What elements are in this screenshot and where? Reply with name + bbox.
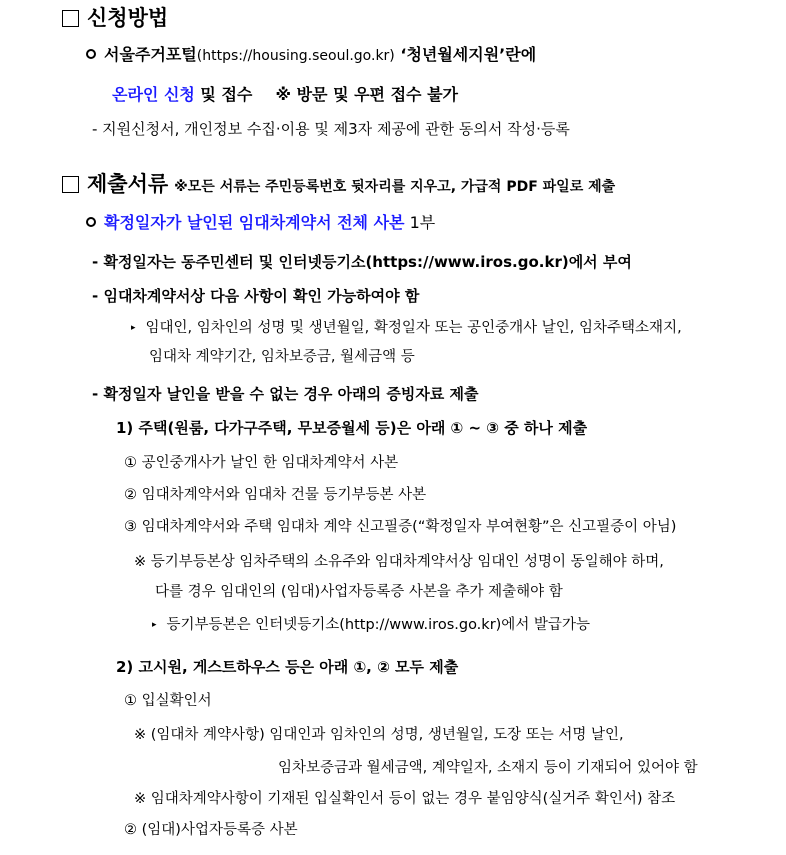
case1-title: 1) 주택(원룸, 다가구주택, 무보증월세 등)은 아래 ① ~ ③ 중 하나 제출 (116, 419, 588, 437)
checkbox-square-icon (62, 176, 79, 193)
contract-line (86, 214, 435, 232)
case1-note-2: 다를 경우 임대인의 (임대)사업자등록증 사본을 추가 제출해야 함 (155, 584, 563, 600)
case2-note-2: ※ 임대차계약사항이 기재된 입실확인서 등이 없는 경우 붙임양식(실거주 확인서) 참조 (134, 791, 676, 807)
requirements-text-1: 임대인, 임차인의 성명 및 생년월일, 확정일자 또는 공인중개사 날인, 임차주택소재지, (145, 320, 682, 336)
circle-bullet-icon (86, 217, 96, 227)
section-heading-documents (62, 172, 615, 196)
online-application-text: 온라인 신청 (112, 85, 195, 104)
section-heading-application (62, 6, 168, 30)
case1-note-bullet (152, 617, 590, 634)
case2-item-1: ① 입실확인서 (124, 693, 212, 709)
application-method-line (86, 46, 536, 64)
documents-note: ※모든 서류는 주민등록번호 뒷자리를 지우고, 가급적 PDF 파일로 제출 (174, 179, 616, 195)
fixed-date-note: - 확정일자는 동주민센터 및 인터넷등기소(https://www.iros.go.kr)에서 부여 (92, 253, 632, 271)
portal-name: 서울주거포털 (104, 45, 197, 64)
case1-item-1: ① 공인중개사가 날인 한 임대차계약서 사본 (124, 455, 399, 471)
case2-note-1b: 임차보증금과 월세금액, 계약일자, 소재지 등이 기재되어 있어야 함 (278, 760, 698, 776)
alternative-evidence-note: - 확정일자 날인을 받을 수 없는 경우 아래의 증빙자료 제출 (92, 385, 479, 403)
case2-title: 2) 고시원, 게스트하우스 등은 아래 ①, ② 모두 제출 (116, 658, 459, 676)
contract-title: 확정일자가 날인된 임대차계약서 전체 사본 (104, 213, 405, 232)
case2-note-1a: ※ (임대차 계약사항) 임대인과 임차인의 성명, 생년월일, 도장 또는 서명 날인, (134, 727, 624, 743)
portal-url: (https://housing.seoul.go.kr) (196, 48, 395, 64)
case1-item-3: ③ 임대차계약서와 주택 임대차 계약 신고필증(“확정일자 부여현황”은 신고필증이 아님) (124, 519, 677, 535)
requirements-text-2: 임대차 계약기간, 임차보증금, 월세금액 등 (149, 349, 415, 365)
visit-note: ※ 방문 및 우편 접수 불가 (275, 85, 458, 104)
triangle-bullet-icon: ▸ (152, 620, 157, 630)
portal-menu: ‘청년월세지원’란에 (400, 45, 537, 64)
contract-requirements-note: - 임대차계약서상 다음 사항이 확인 가능하여야 함 (92, 287, 420, 305)
case1-note-1: ※ 등기부등본상 임차주택의 소유주와 임대차계약서상 임대인 성명이 동일해야 하며, (134, 554, 664, 570)
consent-note: - 지원신청서, 개인정보 수집·이용 및 제3자 제공에 관한 동의서 작성·등록 (92, 120, 570, 138)
case1-item-2: ② 임대차계약서와 임대차 건물 등기부등본 사본 (124, 487, 427, 503)
triangle-bullet-icon: ▸ (131, 323, 136, 333)
section-title: 제출서류 (87, 172, 169, 196)
section-title: 신청방법 (87, 6, 169, 30)
registry-note-text: 등기부등본은 인터넷등기소(http://www.iros.go.kr)에서 발급가능 (166, 617, 590, 633)
contract-count: 1부 (404, 213, 436, 232)
requirements-bullet (131, 320, 682, 337)
circle-bullet-icon (86, 49, 96, 59)
receipt-text: 및 접수 (194, 85, 253, 104)
checkbox-square-icon (62, 10, 79, 27)
online-application-line (112, 86, 458, 104)
case2-item-2: ② (임대)사업자등록증 사본 (124, 822, 298, 838)
